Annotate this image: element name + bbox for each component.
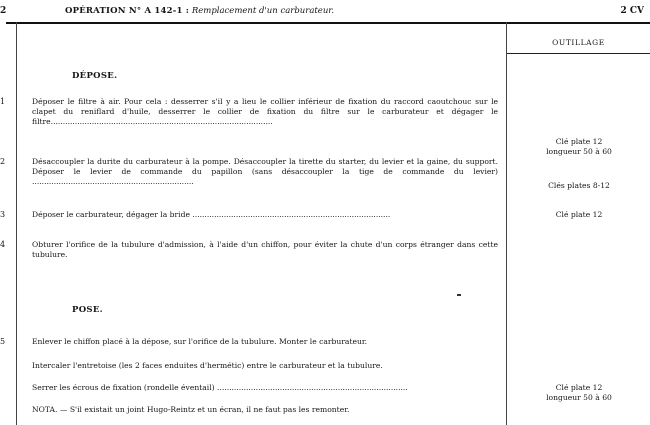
operation-subject: Remplacement d'un carburateur.: [191, 6, 335, 16]
vehicle-model: 2 CV: [620, 6, 644, 16]
step-2-tool-line-1: Clés plates 8-12: [548, 181, 610, 190]
left-margin-line: [16, 22, 17, 425]
page-number: 2: [0, 6, 7, 16]
step-1-tool-line-1: Clé plate 12: [555, 137, 603, 146]
step-5-number: 5: [0, 337, 6, 346]
pose-ecrous-tool-line-2: longueur 50 à 60: [546, 392, 612, 402]
step-3-tool-line-1: Clé plate 12: [555, 210, 603, 219]
page-header: [0, 6, 650, 20]
tools-column-divider: [506, 22, 507, 425]
step-2-tool: [508, 181, 650, 191]
step-1-tool-line-2: longueur 50 à 60: [546, 146, 612, 156]
step-1-text: Déposer le filtre à air. Pour cela : desserrer s'il y a lieu le collier inférieur de fixation du raccord caoutchouc sur le clapet du reniflard d'huile, desserrer le collier de fixation du filtre sur le carburateur et dégager le filtre............................................................................................: [32, 97, 498, 126]
pose-entretoise-text: Intercaler l'entretoise (les 2 faces enduites d'hermétic) entre le carburateur et la tubulure.: [32, 361, 383, 370]
step-5-text: Enlever le chiffon placé à la dépose, sur l'orifice de la tubulure. Monter le carburateur.: [32, 337, 368, 346]
pose-ecrous-tool-line-1: Clé plate 12: [555, 383, 603, 392]
step-3-text: Déposer le carburateur, dégager la bride ..................................................................................: [32, 210, 391, 219]
section-pose-title: POSE.: [72, 305, 103, 315]
step-1-number: 1: [0, 97, 6, 106]
pose-ecrous-tool: [508, 383, 650, 402]
stray-mark: [457, 294, 461, 296]
pose-nota-text: NOTA. — S'il existait un joint Hugo-Reintz et un écran, il ne faut pas les remonter.: [32, 405, 350, 414]
tools-header-rule: [507, 53, 650, 54]
operation-label: OPÉRATION N° A 142-1 :: [65, 6, 190, 16]
tools-column-title: OUTILLAGE: [552, 38, 605, 47]
step-3-number: 3: [0, 210, 6, 219]
step-4-text: Obturer l'orifice de la tubulure d'admission, à l'aide d'un chiffon, pour éviter la chute d'un corps étranger dans cette tubulure.: [32, 240, 498, 259]
step-3-tool: [508, 210, 650, 220]
step-2-text: Désaccoupler la durite du carburateur à la pompe. Désaccoupler la tirette du starter, du levier et la gaine, du support. Déposer le levier de commande du papillon (sans désaccoupler la tige de commande du levier) ...................................................................: [32, 157, 498, 186]
operation-title: [65, 6, 334, 16]
step-4-number: 4: [0, 240, 6, 249]
pose-ecrous-text: Serrer les écrous de fixation (rondelle éventail) ...............................................................................: [32, 383, 408, 392]
step-2-number: 2: [0, 157, 6, 166]
header-rule: [6, 22, 650, 24]
section-depose-title: DÉPOSE.: [72, 71, 118, 81]
step-1-tool: [508, 137, 650, 156]
